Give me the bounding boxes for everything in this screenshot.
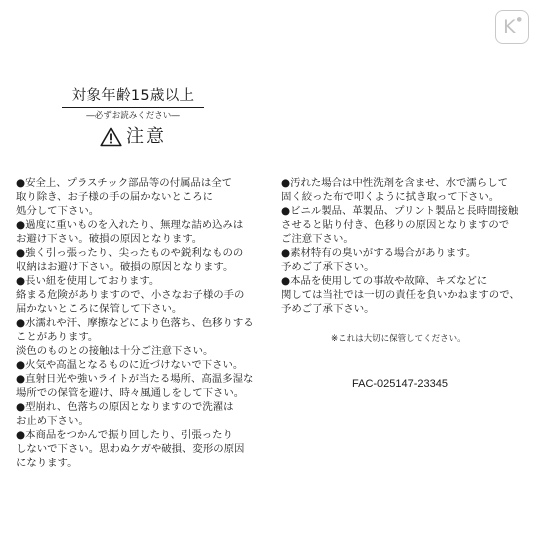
must-read-note: ―必ずお読みください― bbox=[86, 111, 180, 121]
warning-line: しないで下さい。思わぬケガや破損、変形の原因 bbox=[16, 443, 245, 455]
warning-line: 淡色のものとの接触は十分ご注意下さい。 bbox=[16, 345, 214, 357]
warning-line: ●水濡れや汗、摩擦などにより色落ち、色移りする bbox=[16, 317, 254, 329]
warning-line: 場所での保管を避け、時々風通しをして下さい。 bbox=[16, 387, 245, 399]
warning-triangle-icon bbox=[100, 127, 122, 147]
warning-line: ●型崩れ、色落ちの原因となりますので洗濯は bbox=[16, 401, 234, 413]
warning-line: 予めご了承下さい。 bbox=[281, 303, 375, 315]
warning-line: ●本商品をつかんで振り回したり、引張ったり bbox=[16, 429, 233, 441]
warning-line: お避け下さい。破損の原因となります。 bbox=[16, 233, 203, 245]
warning-line: 処分して下さい。 bbox=[16, 205, 100, 217]
product-code: FAC-025147-23345 bbox=[352, 378, 449, 390]
warning-line: 届かないところに保管して下さい。 bbox=[16, 303, 183, 315]
warning-line: 収納はお避け下さい。破損の原因となります。 bbox=[16, 261, 234, 273]
warning-line: 関しては当社では一切の責任を負いかねますので、 bbox=[281, 289, 520, 301]
warning-line: ●ビニル製品、革製品、プリント製品と長時間接触 bbox=[281, 205, 519, 217]
caution-label: 注意 bbox=[126, 126, 166, 147]
warning-line: 絡まる危険がありますので、小さなお子様の手の bbox=[16, 289, 245, 301]
right-warning-column bbox=[281, 176, 531, 316]
warning-line: ご注意下さい。 bbox=[281, 233, 354, 245]
age-title: 対象年齢15歳以上 bbox=[62, 88, 204, 108]
warning-header bbox=[62, 88, 204, 147]
caution-heading bbox=[62, 127, 204, 147]
warning-line: ●火気や高温となるものに近づけないで下さい。 bbox=[16, 359, 244, 371]
warning-line: ●素材特有の臭いがする場合があります。 bbox=[281, 247, 477, 259]
warning-line: ●直射日光や強いライトが当たる場所、高温多湿な bbox=[16, 373, 254, 385]
warning-line: ●汚れた場合は中性洗剤を含ませ、水で濡らして bbox=[281, 177, 508, 189]
warning-line: になります。 bbox=[16, 457, 78, 469]
warning-line: させると貼り付き、色移りの原因となりますので bbox=[281, 219, 510, 231]
warning-line: 予めご了承下さい。 bbox=[281, 261, 375, 273]
warning-line: ●安全上、プラスチック部品等の付属品は全て bbox=[16, 177, 233, 189]
warning-line: ●過度に重いものを入れたり、無理な詰め込みは bbox=[16, 219, 244, 231]
warning-line: 取り除き、お子様の手の届かないところに bbox=[16, 191, 214, 203]
warning-line: ことがあります。 bbox=[16, 331, 99, 343]
warning-line: お止め下さい。 bbox=[16, 415, 89, 427]
k-logo-icon: K ● bbox=[495, 10, 529, 44]
left-warning-column bbox=[16, 176, 264, 470]
warning-line: ●本品を使用しての事故や故障、キズなどに bbox=[281, 275, 488, 287]
warning-line: 固く絞った布で叩くように拭き取って下さい。 bbox=[281, 191, 500, 203]
keep-note: ※これは大切に保管してください。 bbox=[331, 334, 466, 344]
warning-line: ●強く引っ張ったり、尖ったものや鋭利なものの bbox=[16, 247, 244, 259]
warning-line: ●長い紐を使用しております。 bbox=[16, 275, 160, 287]
